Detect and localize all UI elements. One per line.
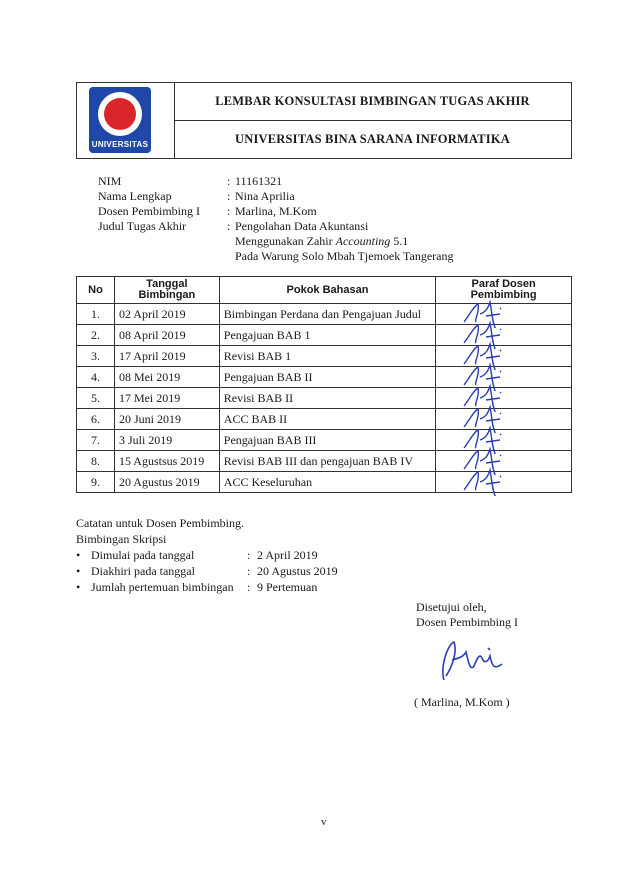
cell-pokok: Pengajuan BAB II: [219, 367, 435, 388]
cell-pokok: Pengajuan BAB III: [219, 430, 435, 451]
cell-no: 8.: [77, 451, 115, 472]
judul-line3: Pada Warung Solo Mbah Tjemoek Tangerang: [235, 249, 454, 263]
paraf-signature: [456, 464, 516, 496]
dosen-value: Marlina, M.Kom: [235, 204, 317, 218]
nim-label: NIM: [98, 174, 122, 188]
page-number: v: [321, 816, 327, 828]
notes-section: Catatan untuk Dosen Pembimbing. Bimbingan Skripsi • Dimulai pada tanggal : 2 April 2019 • Diakhiri pada tanggal : 20 Agustus 2019 • Jumlah pertemuan bimbingan : 9 Pertemuan: [76, 516, 338, 594]
cell-pokok: Pengajuan BAB 1: [219, 325, 435, 346]
col-pokok: Pokok Bahasan: [219, 277, 435, 304]
notes-title: Catatan untuk Dosen Pembimbing.: [76, 516, 244, 530]
cell-tanggal: 17 Mei 2019: [114, 388, 219, 409]
cell-no: 7.: [77, 430, 115, 451]
university-name: UNIVERSITAS BINA SARANA INFORMATIKA: [235, 131, 510, 146]
nama-label: Nama Lengkap: [98, 189, 172, 203]
judul-label: Judul Tugas Akhir: [98, 219, 187, 233]
cell-tanggal: 20 Agustus 2019: [114, 472, 219, 493]
cell-paraf: [436, 472, 572, 493]
cell-tanggal: 15 Agustsus 2019: [114, 451, 219, 472]
cell-tanggal: 3 Juli 2019: [114, 430, 219, 451]
university-logo: [89, 87, 151, 153]
logo-text: UNIVERSITAS: [91, 140, 149, 149]
col-tanggal: Tanggal Bimbingan: [114, 277, 219, 304]
document-title: LEMBAR KONSULTASI BIMBINGAN TUGAS AKHIR: [174, 83, 571, 121]
header-box: [76, 82, 572, 159]
cell-no: 2.: [77, 325, 115, 346]
cell-no: 6.: [77, 409, 115, 430]
approval-line1: Disetujui oleh,: [416, 600, 487, 614]
consultation-table: [76, 276, 572, 493]
signature: [430, 636, 510, 686]
logo-cell: [77, 83, 175, 158]
cell-pokok: Revisi BAB II: [219, 388, 435, 409]
cell-pokok: Revisi BAB III dan pengajuan BAB IV: [219, 451, 435, 472]
approver-name: ( Marlina, M.Kom ): [414, 695, 510, 709]
table-row: [77, 472, 572, 493]
col-no: No: [77, 277, 115, 304]
approval-line2: Dosen Pembimbing I: [416, 615, 518, 629]
judul-line1: Pengolahan Data Akuntansi: [235, 219, 369, 233]
cell-no: 5.: [77, 388, 115, 409]
cell-tanggal: 08 Mei 2019: [114, 367, 219, 388]
dosen-label: Dosen Pembimbing I: [98, 204, 200, 218]
nim-value: 11161321: [235, 174, 283, 188]
col-paraf: Paraf Dosen Pembimbing: [436, 277, 572, 304]
cell-tanggal: 20 Juni 2019: [114, 409, 219, 430]
nama-value: Nina Aprilia: [235, 189, 295, 203]
cell-pokok: Bimbingan Perdana dan Pengajuan Judul: [219, 304, 435, 325]
approval-block: [416, 600, 518, 630]
notes-subtitle: Bimbingan Skripsi: [76, 532, 167, 546]
cell-no: 3.: [77, 346, 115, 367]
cell-pokok: Revisi BAB 1: [219, 346, 435, 367]
judul-line2: Menggunakan Zahir Accounting 5.1: [235, 234, 409, 248]
cell-no: 9.: [77, 472, 115, 493]
cell-pokok: ACC BAB II: [219, 409, 435, 430]
cell-pokok: ACC Keseluruhan: [219, 472, 435, 493]
cell-no: 1.: [77, 304, 115, 325]
cell-no: 4.: [77, 367, 115, 388]
cell-tanggal: 17 April 2019: [114, 346, 219, 367]
cell-tanggal: 02 April 2019: [114, 304, 219, 325]
cell-tanggal: 08 April 2019: [114, 325, 219, 346]
